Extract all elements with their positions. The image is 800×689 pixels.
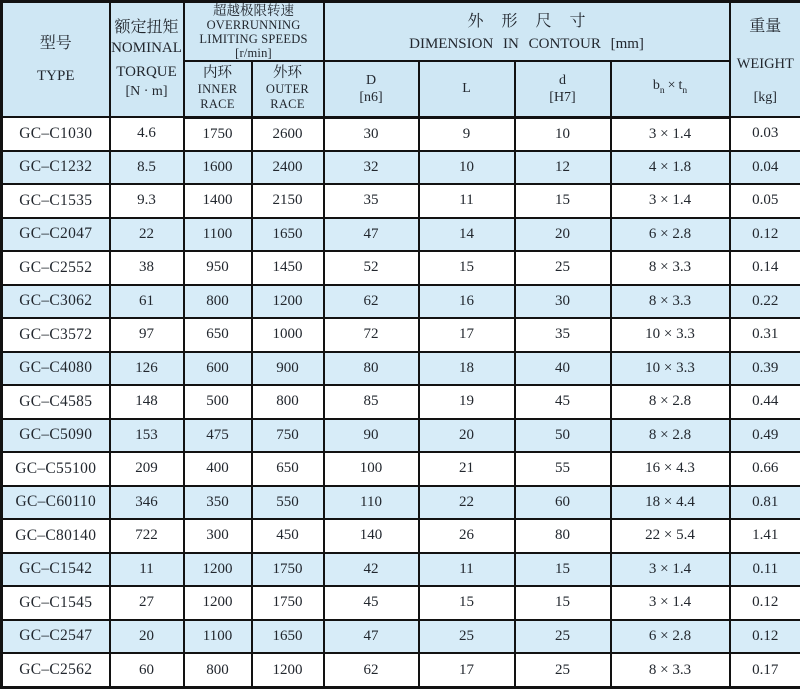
group-header-speeds bbox=[184, 2, 324, 62]
table-row bbox=[2, 620, 800, 654]
cell-weight: 0.14 bbox=[730, 251, 800, 285]
cell-d: 25 bbox=[515, 653, 611, 688]
weight-header-unit: [kg] bbox=[753, 90, 777, 105]
table-row bbox=[2, 218, 800, 252]
cell-outer-race: 450 bbox=[252, 519, 324, 553]
table-row bbox=[2, 452, 800, 486]
col-header-bt bbox=[611, 61, 730, 117]
cell-outer-race: 1450 bbox=[252, 251, 324, 285]
cell-torque: 126 bbox=[110, 352, 184, 386]
cell-torque: 11 bbox=[110, 553, 184, 587]
table-row bbox=[2, 352, 800, 386]
cell-bt: 8 × 2.8 bbox=[611, 419, 730, 453]
cell-inner-race: 1200 bbox=[184, 553, 252, 587]
cell-inner-race: 1100 bbox=[184, 620, 252, 654]
table-body bbox=[2, 117, 800, 688]
cell-weight: 0.05 bbox=[730, 184, 800, 218]
cell-bt: 3 × 1.4 bbox=[611, 117, 730, 151]
bt-sub1: n bbox=[659, 86, 665, 97]
torque-header-unit: [N · m] bbox=[125, 83, 168, 99]
cell-weight: 0.22 bbox=[730, 285, 800, 319]
cell-D: 32 bbox=[324, 151, 419, 185]
bt-sub2: n bbox=[682, 86, 688, 97]
speeds-header-zh: 超越极限转速 bbox=[213, 3, 294, 18]
cell-d: 80 bbox=[515, 519, 611, 553]
cell-model: GC–C2552 bbox=[2, 251, 110, 285]
inner-race-zh: 内环 bbox=[203, 65, 232, 82]
cell-weight: 0.03 bbox=[730, 117, 800, 151]
cell-torque: 8.5 bbox=[110, 151, 184, 185]
cell-torque: 27 bbox=[110, 586, 184, 620]
cell-L: 15 bbox=[419, 586, 515, 620]
table-row bbox=[2, 184, 800, 218]
cell-model: GC–C60110 bbox=[2, 486, 110, 520]
cell-outer-race: 650 bbox=[252, 452, 324, 486]
cell-D: 110 bbox=[324, 486, 419, 520]
cell-weight: 0.17 bbox=[730, 653, 800, 688]
cell-outer-race: 900 bbox=[252, 352, 324, 386]
cell-torque: 9.3 bbox=[110, 184, 184, 218]
cell-d: 35 bbox=[515, 318, 611, 352]
table-header bbox=[2, 2, 800, 118]
type-header-zh: 型号 bbox=[39, 34, 72, 52]
cell-bt: 10 × 3.3 bbox=[611, 318, 730, 352]
cell-torque: 153 bbox=[110, 419, 184, 453]
cell-D: 62 bbox=[324, 285, 419, 319]
cell-d: 60 bbox=[515, 486, 611, 520]
cell-bt: 8 × 3.3 bbox=[611, 653, 730, 688]
cell-torque: 38 bbox=[110, 251, 184, 285]
table-row bbox=[2, 653, 800, 688]
cell-bt: 6 × 2.8 bbox=[611, 620, 730, 654]
cell-model: GC–C2562 bbox=[2, 653, 110, 688]
cell-inner-race: 1750 bbox=[184, 117, 252, 151]
cell-bt: 22 × 5.4 bbox=[611, 519, 730, 553]
cell-torque: 60 bbox=[110, 653, 184, 688]
cell-model: GC–C1545 bbox=[2, 586, 110, 620]
table-row bbox=[2, 519, 800, 553]
cell-bt: 6 × 2.8 bbox=[611, 218, 730, 252]
d-header-line1: d bbox=[559, 72, 566, 88]
table-row bbox=[2, 385, 800, 419]
cell-inner-race: 400 bbox=[184, 452, 252, 486]
cell-D: 90 bbox=[324, 419, 419, 453]
cell-model: GC–C55100 bbox=[2, 452, 110, 486]
outer-race-zh: 外环 bbox=[273, 65, 302, 82]
weight-header-zh: 重量 bbox=[749, 18, 782, 35]
cell-torque: 22 bbox=[110, 218, 184, 252]
cell-d: 25 bbox=[515, 251, 611, 285]
cell-model: GC–C2547 bbox=[2, 620, 110, 654]
cell-torque: 20 bbox=[110, 620, 184, 654]
cell-inner-race: 800 bbox=[184, 285, 252, 319]
cell-weight: 0.12 bbox=[730, 586, 800, 620]
speeds-header-unit: [r/min] bbox=[235, 46, 272, 60]
d-header-line2: [H7] bbox=[549, 89, 576, 105]
cell-L: 17 bbox=[419, 653, 515, 688]
cell-bt: 3 × 1.4 bbox=[611, 553, 730, 587]
cell-L: 26 bbox=[419, 519, 515, 553]
col-header-D bbox=[324, 61, 419, 117]
table-row bbox=[2, 251, 800, 285]
cell-outer-race: 750 bbox=[252, 419, 324, 453]
cell-weight: 0.11 bbox=[730, 553, 800, 587]
cell-L: 11 bbox=[419, 553, 515, 587]
type-header-en: TYPE bbox=[37, 67, 75, 84]
cell-d: 12 bbox=[515, 151, 611, 185]
col-header-d bbox=[515, 61, 611, 117]
bt-base1: b bbox=[652, 78, 660, 94]
cell-bt: 18 × 4.4 bbox=[611, 486, 730, 520]
inner-race-en2: RACE bbox=[200, 97, 235, 112]
cell-D: 35 bbox=[324, 184, 419, 218]
group-header-dimension bbox=[324, 2, 730, 62]
cell-D: 62 bbox=[324, 653, 419, 688]
weight-header-en: WEIGHT bbox=[736, 56, 794, 72]
cell-L: 9 bbox=[419, 117, 515, 151]
cell-d: 50 bbox=[515, 419, 611, 453]
cell-weight: 1.41 bbox=[730, 519, 800, 553]
cell-outer-race: 550 bbox=[252, 486, 324, 520]
cell-torque: 346 bbox=[110, 486, 184, 520]
cell-outer-race: 1650 bbox=[252, 218, 324, 252]
table-row bbox=[2, 117, 800, 151]
cell-d: 15 bbox=[515, 553, 611, 587]
cell-L: 17 bbox=[419, 318, 515, 352]
cell-d: 20 bbox=[515, 218, 611, 252]
col-header-weight bbox=[730, 2, 800, 118]
cell-L: 16 bbox=[419, 285, 515, 319]
cell-torque: 148 bbox=[110, 385, 184, 419]
col-header-torque bbox=[110, 2, 184, 118]
D-header-line1: D bbox=[365, 72, 377, 88]
cell-weight: 0.81 bbox=[730, 486, 800, 520]
cell-model: GC–C1542 bbox=[2, 553, 110, 587]
bt-base2: t bbox=[678, 78, 683, 94]
cell-L: 25 bbox=[419, 620, 515, 654]
cell-outer-race: 2150 bbox=[252, 184, 324, 218]
cell-inner-race: 800 bbox=[184, 653, 252, 688]
table-row bbox=[2, 318, 800, 352]
cell-L: 10 bbox=[419, 151, 515, 185]
cell-bt: 4 × 1.8 bbox=[611, 151, 730, 185]
cell-L: 20 bbox=[419, 419, 515, 453]
cell-L: 22 bbox=[419, 486, 515, 520]
col-header-outer-race bbox=[252, 61, 324, 117]
cell-bt: 8 × 2.8 bbox=[611, 385, 730, 419]
torque-header-en2: TORQUE bbox=[116, 63, 177, 80]
cell-D: 80 bbox=[324, 352, 419, 386]
cell-D: 140 bbox=[324, 519, 419, 553]
cell-D: 100 bbox=[324, 452, 419, 486]
cell-inner-race: 350 bbox=[184, 486, 252, 520]
cell-d: 30 bbox=[515, 285, 611, 319]
cell-bt: 3 × 1.4 bbox=[611, 586, 730, 620]
col-header-L bbox=[419, 61, 515, 117]
dimension-header-en: DIMENSION IN CONTOUR [mm] bbox=[409, 35, 644, 52]
speeds-header-en2: LIMITING SPEEDS bbox=[199, 32, 308, 46]
cell-torque: 61 bbox=[110, 285, 184, 319]
cell-outer-race: 1750 bbox=[252, 586, 324, 620]
cell-d: 45 bbox=[515, 385, 611, 419]
cell-model: GC–C1535 bbox=[2, 184, 110, 218]
cell-model: GC–C2047 bbox=[2, 218, 110, 252]
cell-bt: 16 × 4.3 bbox=[611, 452, 730, 486]
multiply-sign: × bbox=[667, 78, 676, 94]
cell-L: 11 bbox=[419, 184, 515, 218]
cell-bt: 8 × 3.3 bbox=[611, 251, 730, 285]
cell-d: 55 bbox=[515, 452, 611, 486]
cell-model: GC–C1030 bbox=[2, 117, 110, 151]
cell-inner-race: 300 bbox=[184, 519, 252, 553]
cell-L: 18 bbox=[419, 352, 515, 386]
cell-d: 40 bbox=[515, 352, 611, 386]
cell-inner-race: 1100 bbox=[184, 218, 252, 252]
D-header-line2: [n6] bbox=[359, 89, 383, 105]
cell-outer-race: 2600 bbox=[252, 117, 324, 151]
cell-torque: 209 bbox=[110, 452, 184, 486]
cell-L: 14 bbox=[419, 218, 515, 252]
cell-inner-race: 1600 bbox=[184, 151, 252, 185]
table-row bbox=[2, 553, 800, 587]
cell-inner-race: 1200 bbox=[184, 586, 252, 620]
cell-outer-race: 1650 bbox=[252, 620, 324, 654]
inner-race-en1: INNER bbox=[197, 82, 238, 97]
table-row bbox=[2, 486, 800, 520]
cell-inner-race: 950 bbox=[184, 251, 252, 285]
cell-model: GC–C5090 bbox=[2, 419, 110, 453]
table-row bbox=[2, 586, 800, 620]
cell-D: 52 bbox=[324, 251, 419, 285]
cell-model: GC–C1232 bbox=[2, 151, 110, 185]
cell-inner-race: 475 bbox=[184, 419, 252, 453]
cell-inner-race: 1400 bbox=[184, 184, 252, 218]
cell-d: 25 bbox=[515, 620, 611, 654]
cell-d: 15 bbox=[515, 184, 611, 218]
cell-outer-race: 1000 bbox=[252, 318, 324, 352]
table-row bbox=[2, 419, 800, 453]
cell-bt: 8 × 3.3 bbox=[611, 285, 730, 319]
cell-D: 72 bbox=[324, 318, 419, 352]
cell-weight: 0.31 bbox=[730, 318, 800, 352]
cell-D: 42 bbox=[324, 553, 419, 587]
outer-race-en2: RACE bbox=[270, 97, 305, 112]
cell-model: GC–C4585 bbox=[2, 385, 110, 419]
cell-weight: 0.49 bbox=[730, 419, 800, 453]
cell-weight: 0.12 bbox=[730, 218, 800, 252]
cell-bt: 10 × 3.3 bbox=[611, 352, 730, 386]
cell-torque: 4.6 bbox=[110, 117, 184, 151]
col-header-inner-race bbox=[184, 61, 252, 117]
cell-L: 21 bbox=[419, 452, 515, 486]
cell-weight: 0.39 bbox=[730, 352, 800, 386]
col-header-type bbox=[2, 2, 110, 118]
cell-torque: 722 bbox=[110, 519, 184, 553]
cell-weight: 0.66 bbox=[730, 452, 800, 486]
cell-model: GC–C3572 bbox=[2, 318, 110, 352]
cell-L: 19 bbox=[419, 385, 515, 419]
outer-race-en1: OUTER bbox=[265, 82, 310, 97]
speeds-header-en1: OVERRUNNING bbox=[206, 18, 301, 32]
cell-model: GC–C3062 bbox=[2, 285, 110, 319]
cell-d: 10 bbox=[515, 117, 611, 151]
weight-header-box bbox=[731, 3, 800, 116]
cell-d: 15 bbox=[515, 586, 611, 620]
cell-inner-race: 600 bbox=[184, 352, 252, 386]
cell-outer-race: 1750 bbox=[252, 553, 324, 587]
cell-outer-race: 800 bbox=[252, 385, 324, 419]
cell-L: 15 bbox=[419, 251, 515, 285]
table-row bbox=[2, 151, 800, 185]
cell-inner-race: 650 bbox=[184, 318, 252, 352]
table-row bbox=[2, 285, 800, 319]
cell-outer-race: 2400 bbox=[252, 151, 324, 185]
cell-D: 47 bbox=[324, 218, 419, 252]
dimension-header-zh: 外 形 尺 寸 bbox=[467, 12, 593, 30]
cell-torque: 97 bbox=[110, 318, 184, 352]
cell-model: GC–C4080 bbox=[2, 352, 110, 386]
cell-weight: 0.04 bbox=[730, 151, 800, 185]
cell-bt: 3 × 1.4 bbox=[611, 184, 730, 218]
cell-weight: 0.12 bbox=[730, 620, 800, 654]
cell-outer-race: 1200 bbox=[252, 653, 324, 688]
cell-weight: 0.44 bbox=[730, 385, 800, 419]
cell-inner-race: 500 bbox=[184, 385, 252, 419]
L-header-line1: L bbox=[462, 81, 471, 97]
cell-D: 45 bbox=[324, 586, 419, 620]
cell-model: GC–C80140 bbox=[2, 519, 110, 553]
cell-D: 85 bbox=[324, 385, 419, 419]
cell-D: 30 bbox=[324, 117, 419, 151]
torque-header-en1: NOMINAL bbox=[111, 39, 182, 56]
torque-header-zh: 额定扭矩 bbox=[114, 18, 179, 36]
cell-outer-race: 1200 bbox=[252, 285, 324, 319]
cell-D: 47 bbox=[324, 620, 419, 654]
